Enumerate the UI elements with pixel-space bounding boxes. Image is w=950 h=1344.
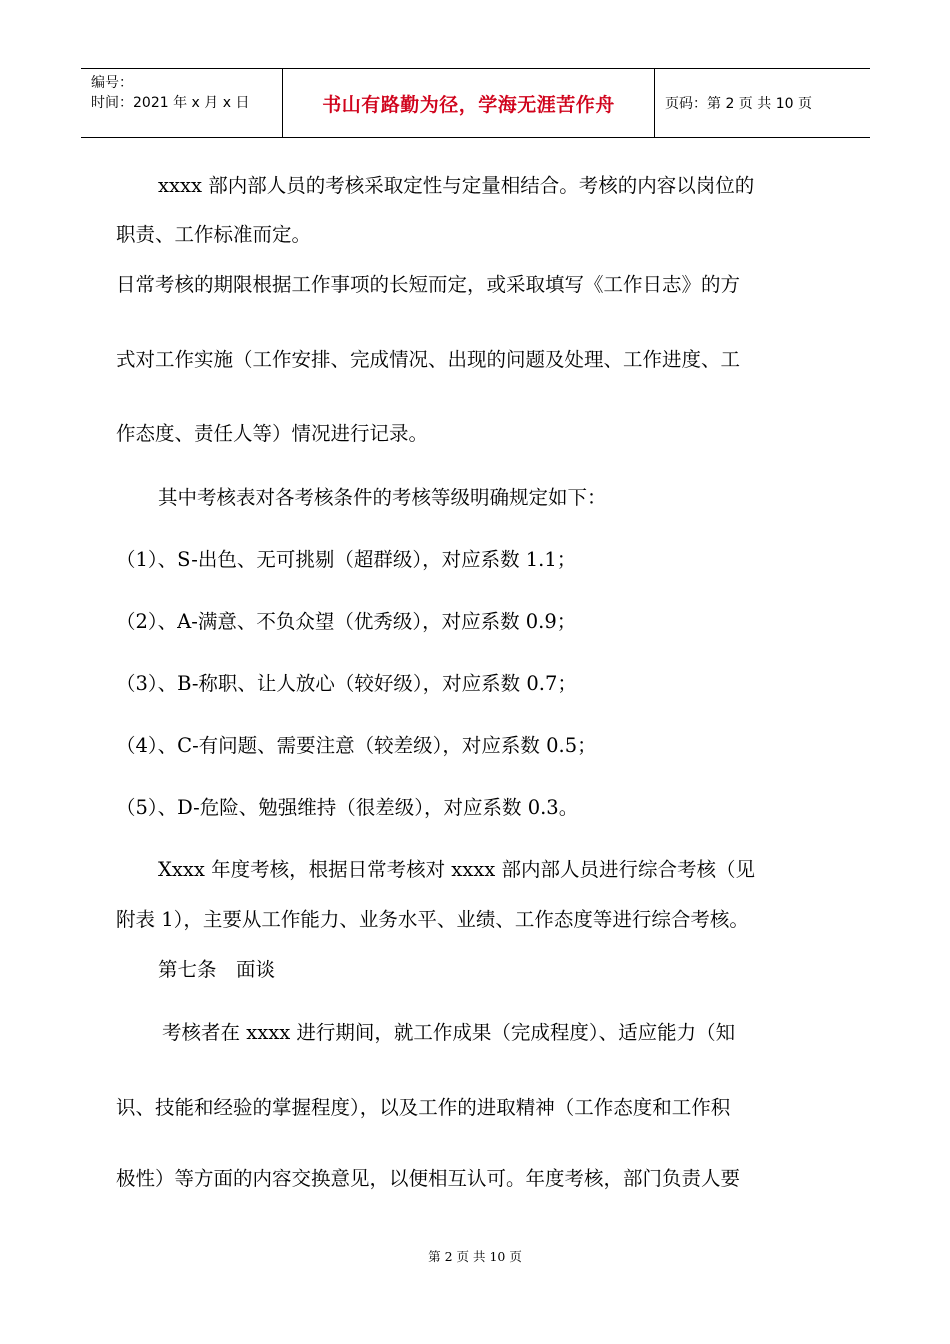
header-meta [81,69,283,137]
body-line: 日常考核的期限根据工作事项的长短而定，或采取填写《工作日志》的方 [116,273,741,296]
body-line: 识、技能和经验的掌握程度），以及工作的进取精神（工作态度和工作积 [116,1096,731,1119]
header-motto: 书山有路勤为径，学海无涯苦作舟 [322,93,615,116]
body-line: 考核者在 xxxx 进行期间，就工作成果（完成程度）、适应能力（知 [162,1021,736,1044]
grade-item: （4）、C-有问题、需要注意（较差级），对应系数 0.5； [116,734,597,757]
page-footer: 第 2 页 共 10 页 [428,1249,522,1264]
header-motto-cell [283,69,655,137]
number-label: 编号： [91,75,133,91]
body-line: 极性）等方面的内容交换意见，以便相互认可。年度考核，部门负责人要 [116,1167,741,1190]
grade-item: （1）、S-出色、无可挑剔（超群级），对应系数 1.1； [116,548,577,571]
body-line: Xxxx 年度考核，根据日常考核对 xxxx 部内部人员进行综合考核（见 [158,858,755,881]
body-line: 附表 1），主要从工作能力、业务水平、业绩、工作态度等进行综合考核。 [116,908,749,931]
grade-item: （2）、A-满意、不负众望（优秀级），对应系数 0.9； [116,610,577,633]
section-heading: 第七条 面谈 [158,958,276,981]
body-line: xxxx 部内部人员的考核采取定性与定量相结合。考核的内容以岗位的 [158,174,755,197]
body-line: 作态度、责任人等）情况进行记录。 [116,422,429,445]
time-label: 时间：2021 年 x 月 x 日 [91,95,250,111]
header-page-info: 页码：第 2 页 共 10 页 [665,96,812,112]
body-line: 其中考核表对各考核条件的考核等级明确规定如下： [158,486,607,509]
grade-item: （3）、B-称职、让人放心（较好级），对应系数 0.7； [116,672,577,695]
body-line: 职责、工作标准而定。 [116,223,312,246]
page-header [81,68,870,138]
header-page-info-cell [655,69,870,137]
body-line: 式对工作实施（工作安排、完成情况、出现的问题及处理、工作进度、工 [116,348,741,371]
grade-item: （5）、D-危险、勉强维持（很差级），对应系数 0.3。 [116,796,579,819]
